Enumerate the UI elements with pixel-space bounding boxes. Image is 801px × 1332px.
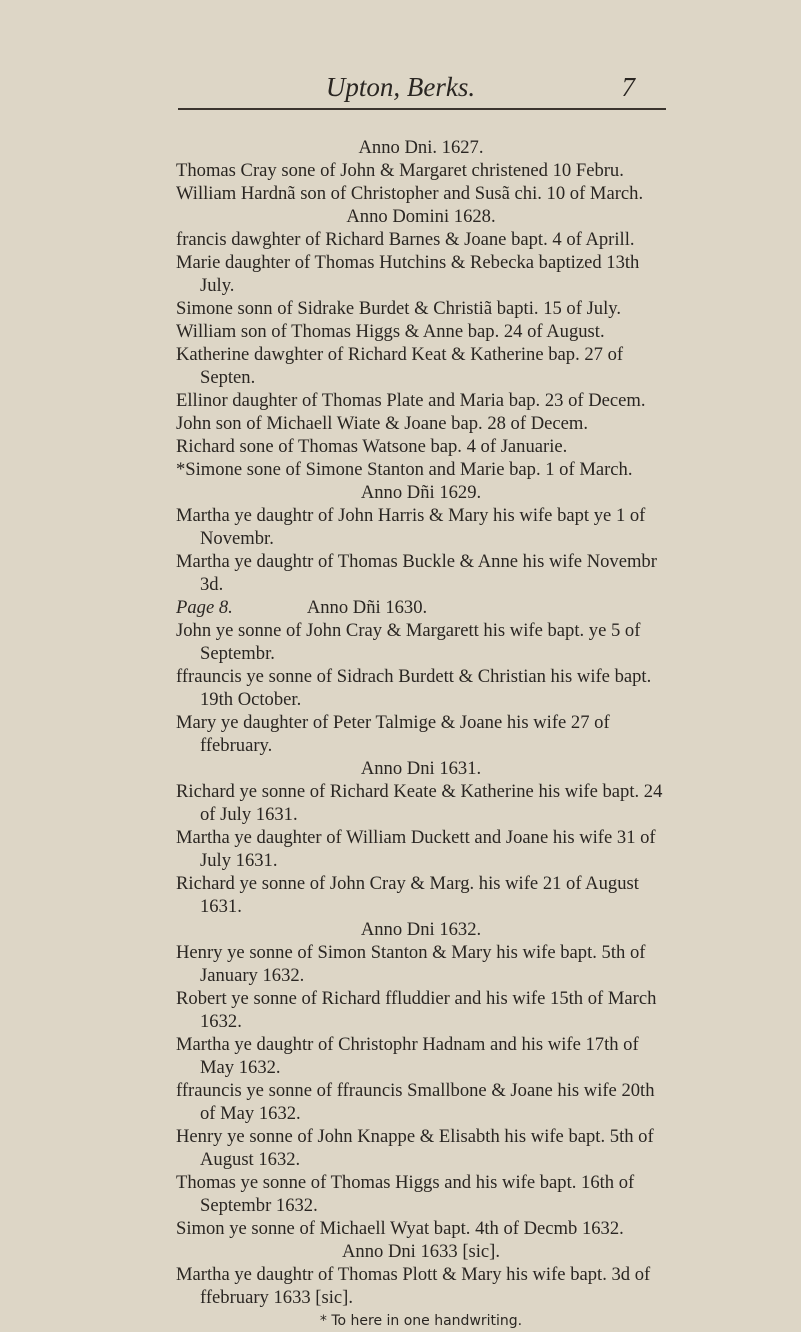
register-entry: John son of Michaell Wiate & Joane bap. 28 of Decem. <box>176 413 588 434</box>
register-entry: William son of Thomas Higgs & Anne bap. 24 of August. <box>176 321 605 342</box>
register-entry: John ye sonne of John Cray & Margarett his wife bapt. ye 5 of Septembr. <box>176 620 641 664</box>
register-entry: ffrauncis ye sonne of Sidrach Burdett & Christian his wife bapt. 19th October. <box>176 666 652 710</box>
register-entry: Richard ye sonne of John Cray & Marg. his wife 21 of August 1631. <box>176 873 639 917</box>
register-entry: Martha ye daughtr of Thomas Plott & Mary his wife bapt. 3d of ffebruary 1633 [sic]. <box>176 1264 651 1308</box>
year-heading: Anno Dñi 1630. <box>306 597 428 618</box>
register-entry: Katherine dawghter of Richard Keat & Katherine bap. 27 of Septen. <box>176 344 624 388</box>
register-entry: Henry ye sonne of Simon Stanton & Mary his wife bapt. 5th of January 1632. <box>176 942 646 986</box>
header-rule <box>178 108 666 110</box>
register-entry: Ellinor daughter of Thomas Plate and Maria bap. 23 of Decem. <box>176 390 646 411</box>
year-heading: Anno Dni 1633 [sic]. <box>341 1241 501 1262</box>
page-reference: Page 8. <box>176 597 233 618</box>
register-entry: *Simone sone of Simone Stanton and Marie bap. 1 of March. <box>176 459 633 480</box>
page-header <box>0 72 801 112</box>
register-entry: Martha ye daughter of William Duckett and Joane his wife 31 of July 1631. <box>176 827 656 871</box>
register-entry: Thomas ye sonne of Thomas Higgs and his wife bapt. 16th of Septembr 1632. <box>176 1172 635 1216</box>
register-entry: William Hardnã son of Christopher and Susã chi. 10 of March. <box>176 183 644 204</box>
year-heading: Anno Dni 1631. <box>360 758 482 779</box>
year-heading: Anno Domini 1628. <box>346 206 496 227</box>
register-entry: Mary ye daughter of Peter Talmige & Joane his wife 27 of ffebruary. <box>176 712 610 756</box>
register-entry: Henry ye sonne of John Knappe & Elisabth his wife bapt. 5th of August 1632. <box>176 1126 654 1170</box>
year-heading: Anno Dni 1632. <box>360 919 482 940</box>
footnote: * To here in one handwriting. <box>319 1313 523 1329</box>
register-entry: ffrauncis ye sonne of ffrauncis Smallbone & Joane his wife 20th of May 1632. <box>176 1080 655 1124</box>
register-entry: Marie daughter of Thomas Hutchins & Rebecka baptized 13th July. <box>176 252 640 296</box>
register-entry: Richard ye sonne of Richard Keate & Katherine his wife bapt. 24 of July 1631. <box>176 781 663 825</box>
page-number: 7 <box>621 72 635 102</box>
year-heading: Anno Dni. 1627. <box>358 137 484 158</box>
register-entry: Thomas Cray sone of John & Margaret christened 10 Febru. <box>176 160 624 181</box>
register-entries <box>176 136 666 1332</box>
register-entry: Robert ye sonne of Richard ffluddier and his wife 15th of March 1632. <box>176 988 657 1032</box>
register-entry: Martha ye daughtr of John Harris & Mary his wife bapt ye 1 of Novembr. <box>176 505 646 549</box>
register-entry: Simone sonn of Sidrake Burdet & Christiã bapti. 15 of July. <box>176 298 622 319</box>
page-reference-line <box>176 596 666 619</box>
running-title: Upton, Berks. <box>325 72 476 102</box>
register-entry: francis dawghter of Richard Barnes & Joane bapt. 4 of Aprill. <box>176 229 635 250</box>
register-entry: Martha ye daughtr of Thomas Buckle & Anne his wife Novembr 3d. <box>176 551 657 595</box>
register-entry: Martha ye daughtr of Christophr Hadnam and his wife 17th of May 1632. <box>176 1034 639 1078</box>
register-entry: Simon ye sonne of Michaell Wyat bapt. 4th of Decmb 1632. <box>176 1218 624 1239</box>
year-heading: Anno Dñi 1629. <box>360 482 482 503</box>
register-entry: Richard sone of Thomas Watsone bap. 4 of Januarie. <box>176 436 568 457</box>
